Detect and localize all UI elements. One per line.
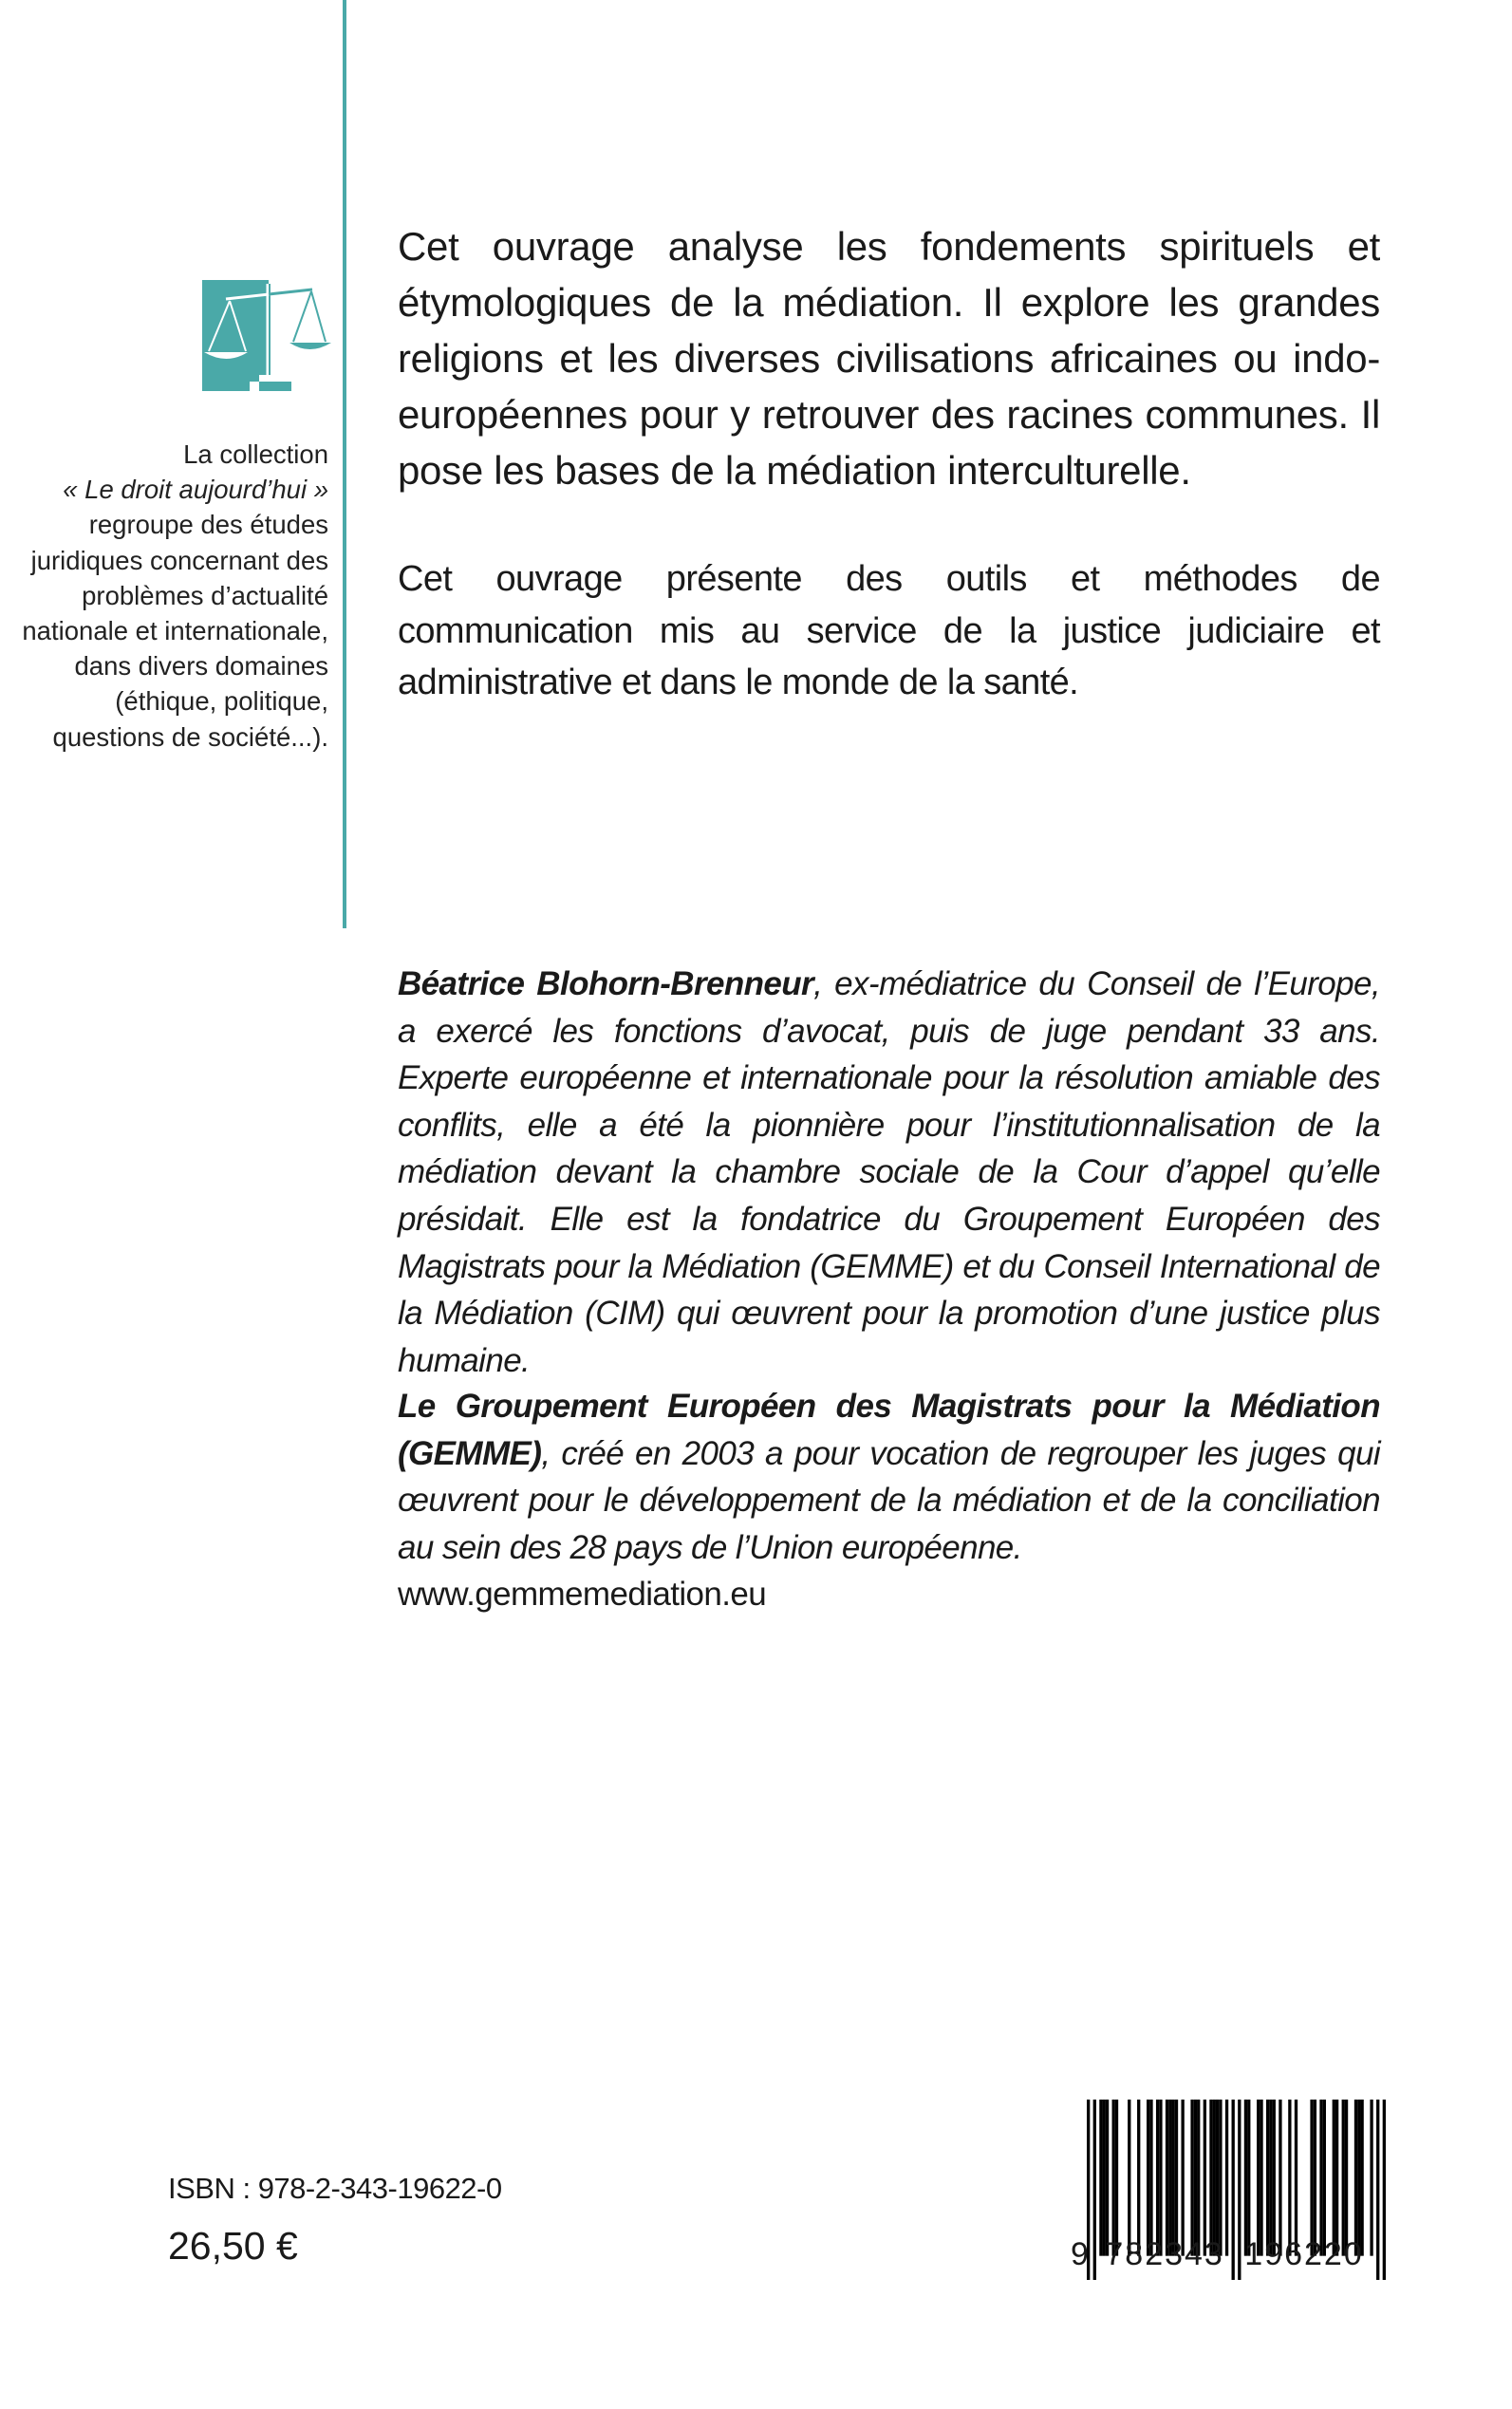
gemme-text: , créé en 2003 a pour vocation de regrouper les juges qui œuvrent pour le développement de la médiation et de la conciliation au sein des 28 pays de l’Union européenne. bbox=[398, 1434, 1380, 1566]
barcode-bar bbox=[1209, 2100, 1212, 2256]
summary-paragraph-1: Cet ouvrage analyse les fondements spirituels et étymologiques de la médiation. Il explore les grandes religions et les diverses civilisations africaines ou indo-européennes pour y retrouver des racines communes. Il pose les bases de la médiation interculturelle. bbox=[398, 224, 1380, 493]
barcode-bar bbox=[1266, 2100, 1269, 2256]
barcode-bar bbox=[1260, 2100, 1262, 2256]
barcode-digits bbox=[1071, 2236, 1393, 2273]
barcode-bar bbox=[1319, 2100, 1322, 2256]
barcode-bar bbox=[1204, 2100, 1206, 2256]
barcode-bar bbox=[1216, 2100, 1219, 2256]
barcode-bar bbox=[1288, 2100, 1291, 2256]
barcode-bar bbox=[1103, 2100, 1106, 2256]
author-bio-text: , ex-médiatrice du Conseil de l’Europe, a exercé les fonctions d’avocat, puis de juge pendant 33 ans. Experte européenne et internationale pour la résolution amiable des conflits, elle a été la pionnière pour l’institutionnalisation de la médiation devant la chambre sociale de la Cour d’appel qu’elle présidait. Elle est la fondatrice du Groupement Européen des Magistrats pour la Médiation (GEMME) et du Conseil International de la Médiation (CIM) qui œuvrent pour la promotion d’une justice plus humaine. bbox=[398, 965, 1380, 1379]
summary-paragraph-2: Cet ouvrage présente des outils et méthodes de communication mis au service de la justice judiciaire et administrative et dans le monde de la santé. bbox=[398, 559, 1380, 702]
barcode-left-digits: 782343 bbox=[1105, 2236, 1224, 2272]
collection-title: « Le droit aujourd’hui » bbox=[63, 475, 328, 505]
barcode-bar bbox=[1269, 2100, 1272, 2256]
barcode-bar bbox=[1172, 2100, 1175, 2256]
barcode-bar bbox=[1323, 2100, 1326, 2256]
author-bio bbox=[398, 961, 1380, 1384]
barcode-bar bbox=[1257, 2100, 1260, 2256]
barcode-bar bbox=[1314, 2100, 1316, 2256]
barcode-bar bbox=[1213, 2100, 1216, 2256]
barcode-bar bbox=[1354, 2100, 1357, 2256]
barcode-bar bbox=[1279, 2100, 1281, 2256]
barcode-bar bbox=[1345, 2100, 1348, 2256]
barcode-bar bbox=[1099, 2100, 1102, 2256]
barcode-bar bbox=[1244, 2100, 1247, 2256]
gemme-url[interactable]: www.gemmemediation.eu bbox=[398, 1576, 767, 1614]
barcode-bar bbox=[1247, 2100, 1250, 2256]
barcode-right-digits: 196220 bbox=[1244, 2236, 1364, 2272]
barcode-bar bbox=[1333, 2100, 1335, 2256]
barcode-bar bbox=[1137, 2100, 1140, 2256]
barcode-bar bbox=[1159, 2100, 1162, 2256]
barcode-bar bbox=[1357, 2100, 1360, 2256]
collection-description bbox=[19, 437, 328, 755]
barcode-bar bbox=[1370, 2100, 1372, 2256]
barcode-bar bbox=[1310, 2100, 1313, 2256]
barcode-bar bbox=[1295, 2100, 1297, 2256]
barcode-bar bbox=[1197, 2100, 1200, 2256]
barcode-bar bbox=[1112, 2100, 1115, 2256]
barcode-bar bbox=[1342, 2100, 1345, 2256]
collection-text: regroupe des études juridiques concernant des problèmes d’actualité nationale et internationale, dans divers domaines (éthique, politique, questions de société...). bbox=[22, 510, 328, 752]
gemme-description bbox=[398, 1383, 1380, 1618]
barcode-first-digit: 9 bbox=[1071, 2236, 1091, 2272]
barcode-bar bbox=[1194, 2100, 1197, 2256]
accent-divider-line bbox=[343, 0, 346, 928]
barcode-bar bbox=[1175, 2100, 1178, 2256]
collection-intro: La collection bbox=[183, 439, 328, 469]
barcode-bar bbox=[1360, 2100, 1363, 2256]
barcode-bar bbox=[1147, 2100, 1149, 2256]
isbn: ISBN : 978-2-343-19622-0 bbox=[168, 2172, 502, 2205]
barcode-bar bbox=[1225, 2100, 1228, 2256]
barcode-bar bbox=[1181, 2100, 1184, 2256]
price: 26,50 € bbox=[168, 2224, 298, 2268]
author-name: Béatrice Blohorn-Brenneur bbox=[398, 965, 814, 1002]
scales-of-justice-icon bbox=[202, 280, 333, 409]
barcode-bar bbox=[1149, 2100, 1152, 2256]
barcode-bar bbox=[1219, 2100, 1222, 2256]
barcode-bar bbox=[1190, 2100, 1193, 2256]
barcode-bar bbox=[1106, 2100, 1109, 2256]
barcode-bar bbox=[1168, 2100, 1171, 2256]
barcode-bar bbox=[1128, 2100, 1130, 2256]
barcode-bar bbox=[1115, 2100, 1118, 2256]
barcode-bar bbox=[1166, 2100, 1168, 2256]
gemme-name: Le Groupement Européen des Magistrats pour la Médiation (GEMME) bbox=[398, 1388, 1380, 1472]
barcode-bar bbox=[1156, 2100, 1159, 2256]
barcode-bar bbox=[1273, 2100, 1276, 2256]
barcode-bar bbox=[1335, 2100, 1338, 2256]
